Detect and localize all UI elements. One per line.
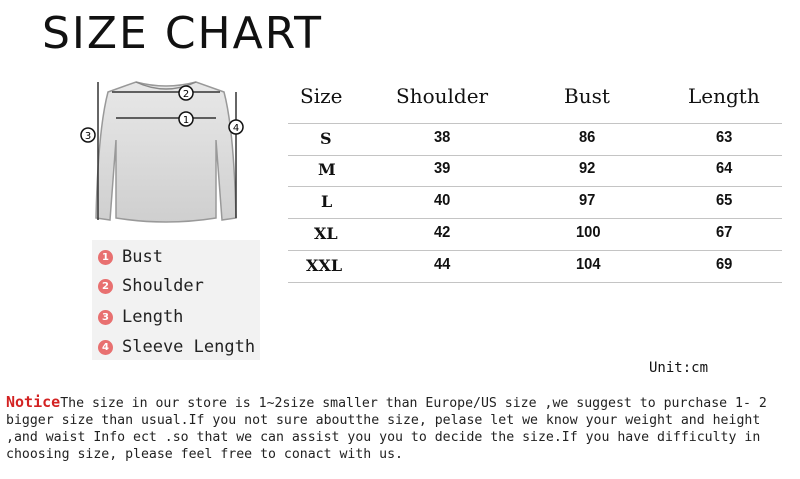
length-cell: 64 <box>716 160 733 177</box>
legend-label: Sleeve Length <box>122 337 256 357</box>
shoulder-cell: 39 <box>434 160 451 177</box>
notice-tag: Notice <box>6 393 61 411</box>
table-row <box>288 187 782 219</box>
length-number-icon: 3 <box>98 310 113 325</box>
length-cell: 65 <box>716 192 733 209</box>
size-cell: M <box>318 160 336 179</box>
sweater-diagram <box>76 70 256 230</box>
shoulder-cell: 44 <box>434 256 451 273</box>
marker-4 <box>229 120 243 134</box>
legend-item-sleeve-length <box>98 335 255 359</box>
legend-label: Length <box>122 307 184 327</box>
legend-label: Bust <box>122 247 163 267</box>
table-row <box>288 219 782 251</box>
svg-text:4: 4 <box>232 123 240 134</box>
header-shoulder: Shoulder <box>396 84 489 108</box>
shoulder-number-icon: 2 <box>98 279 113 294</box>
shoulder-cell: 38 <box>434 129 451 146</box>
sweater-shape <box>96 82 236 222</box>
length-cell: 67 <box>716 224 733 241</box>
marker-3 <box>81 128 95 142</box>
size-cell: XL <box>314 224 338 243</box>
svg-text:2: 2 <box>182 89 190 100</box>
length-cell: 63 <box>716 129 733 146</box>
bust-number-icon: 1 <box>98 250 113 265</box>
bust-cell: 104 <box>576 256 601 273</box>
bust-cell: 92 <box>579 160 596 177</box>
legend-item-shoulder <box>98 274 204 298</box>
header-size: Size <box>300 84 343 108</box>
shoulder-cell: 40 <box>434 192 451 209</box>
legend-item-bust <box>98 245 163 269</box>
bust-cell: 100 <box>576 224 601 241</box>
bust-cell: 86 <box>579 129 596 146</box>
legend-label: Shoulder <box>122 276 204 296</box>
notice-text: The size in our store is 1~2size smaller than Europe/US size ,we suggest to purchase 1- 2 bigger size than usual.If you not sure aboutthe size, pelase let we know your weight and height ,and waist Info ect .so that we can assist you you to decide the size.If you have difficulty in choosing size, please feel free to conact with us. <box>6 396 767 462</box>
legend-item-length <box>98 305 183 329</box>
svg-text:3: 3 <box>84 131 92 142</box>
table-row <box>288 251 782 283</box>
marker-2 <box>179 86 193 100</box>
size-cell: L <box>321 192 333 211</box>
size-cell: XXL <box>306 256 343 275</box>
svg-text:1: 1 <box>182 115 190 126</box>
notice-paragraph <box>6 394 796 463</box>
marker-1 <box>179 112 193 126</box>
table-row <box>288 123 782 156</box>
shoulder-cell: 42 <box>434 224 451 241</box>
measurement-legend <box>92 240 260 360</box>
bust-cell: 97 <box>579 192 596 209</box>
unit-label: Unit:cm <box>649 360 709 376</box>
size-cell: S <box>320 129 332 148</box>
length-cell: 69 <box>716 256 733 273</box>
page-title: SIZE CHART <box>42 8 323 59</box>
sleeve-length-number-icon: 4 <box>98 340 113 355</box>
table-row <box>288 155 782 187</box>
header-bust: Bust <box>564 84 610 108</box>
header-length: Length <box>688 84 760 108</box>
